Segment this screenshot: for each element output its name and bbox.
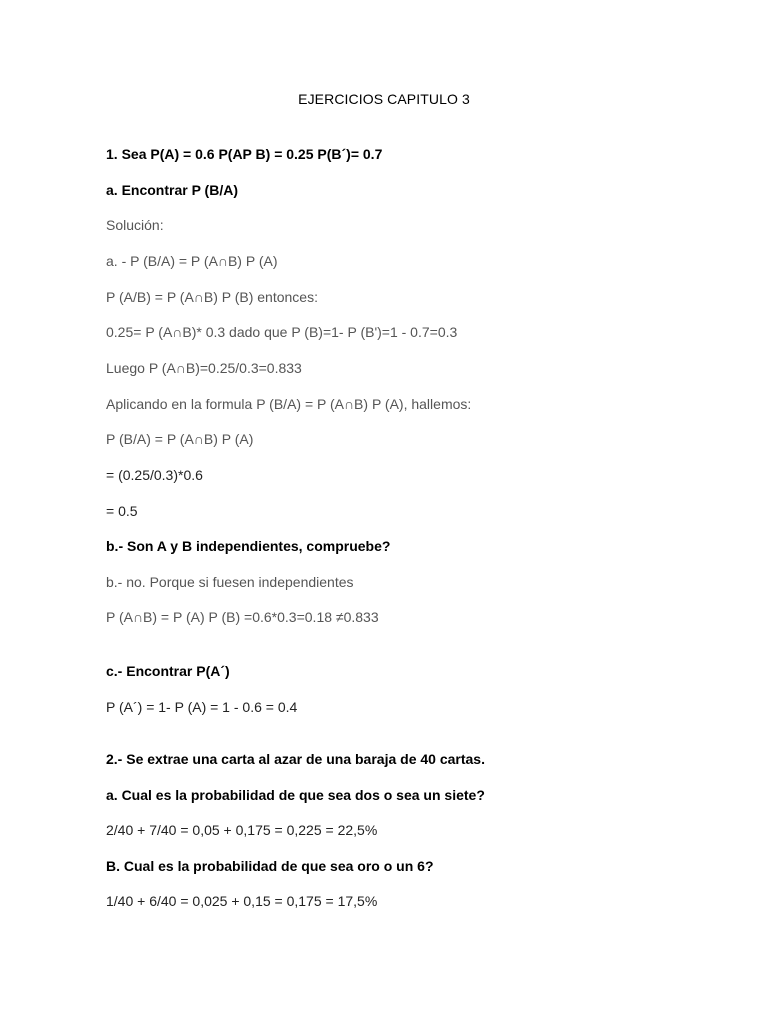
solution-line: a. - P (B/A) = P (A∩B) P (A) <box>106 253 278 269</box>
solution-line: 0.25= P (A∩B)* 0.3 dado que P (B)=1- P (B')=1 - 0.7=0.3 <box>106 324 458 340</box>
exercise-2a-heading: a. Cual es la probabilidad de que sea dos o sea un siete? <box>106 787 485 803</box>
solution-line: 2/40 + 7/40 = 0,05 + 0,175 = 0,225 = 22,5% <box>106 822 378 838</box>
solution-line: P (A´) = 1- P (A) = 1 - 0.6 = 0.4 <box>106 699 298 715</box>
exercise-1c-heading: c.- Encontrar P(A´) <box>106 663 230 679</box>
solution-line: = (0.25/0.3)*0.6 <box>106 467 203 483</box>
exercise-1-statement: 1. Sea P(A) = 0.6 P(AP B) = 0.25 P(B´)= 0.7 <box>106 146 383 162</box>
exercise-2-statement: 2.- Se extrae una carta al azar de una baraja de 40 cartas. <box>106 751 485 767</box>
solution-line: P (A/B) = P (A∩B) P (B) entonces: <box>106 289 318 305</box>
solution-line: P (A∩B) = P (A) P (B) =0.6*0.3=0.18 ≠0.833 <box>106 609 379 625</box>
exercise-2b-heading: B. Cual es la probabilidad de que sea oro o un 6? <box>106 858 434 874</box>
exercise-1a-heading: a. Encontrar P (B/A) <box>106 182 238 198</box>
solution-line: P (B/A) = P (A∩B) P (A) <box>106 431 254 447</box>
solution-line: Aplicando en la formula P (B/A) = P (A∩B) P (A), hallemos: <box>106 396 472 412</box>
solution-result: = 0.5 <box>106 503 138 519</box>
document-title: EJERCICIOS CAPITULO 3 <box>298 91 470 107</box>
solution-line: 1/40 + 6/40 = 0,025 + 0,15 = 0,175 = 17,5% <box>106 893 378 909</box>
solution-line: b.- no. Porque si fuesen independientes <box>106 574 354 590</box>
solution-label: Solución: <box>106 217 164 233</box>
solution-line: Luego P (A∩B)=0.25/0.3=0.833 <box>106 360 302 376</box>
exercise-1b-heading: b.- Son A y B independientes, compruebe? <box>106 538 391 554</box>
